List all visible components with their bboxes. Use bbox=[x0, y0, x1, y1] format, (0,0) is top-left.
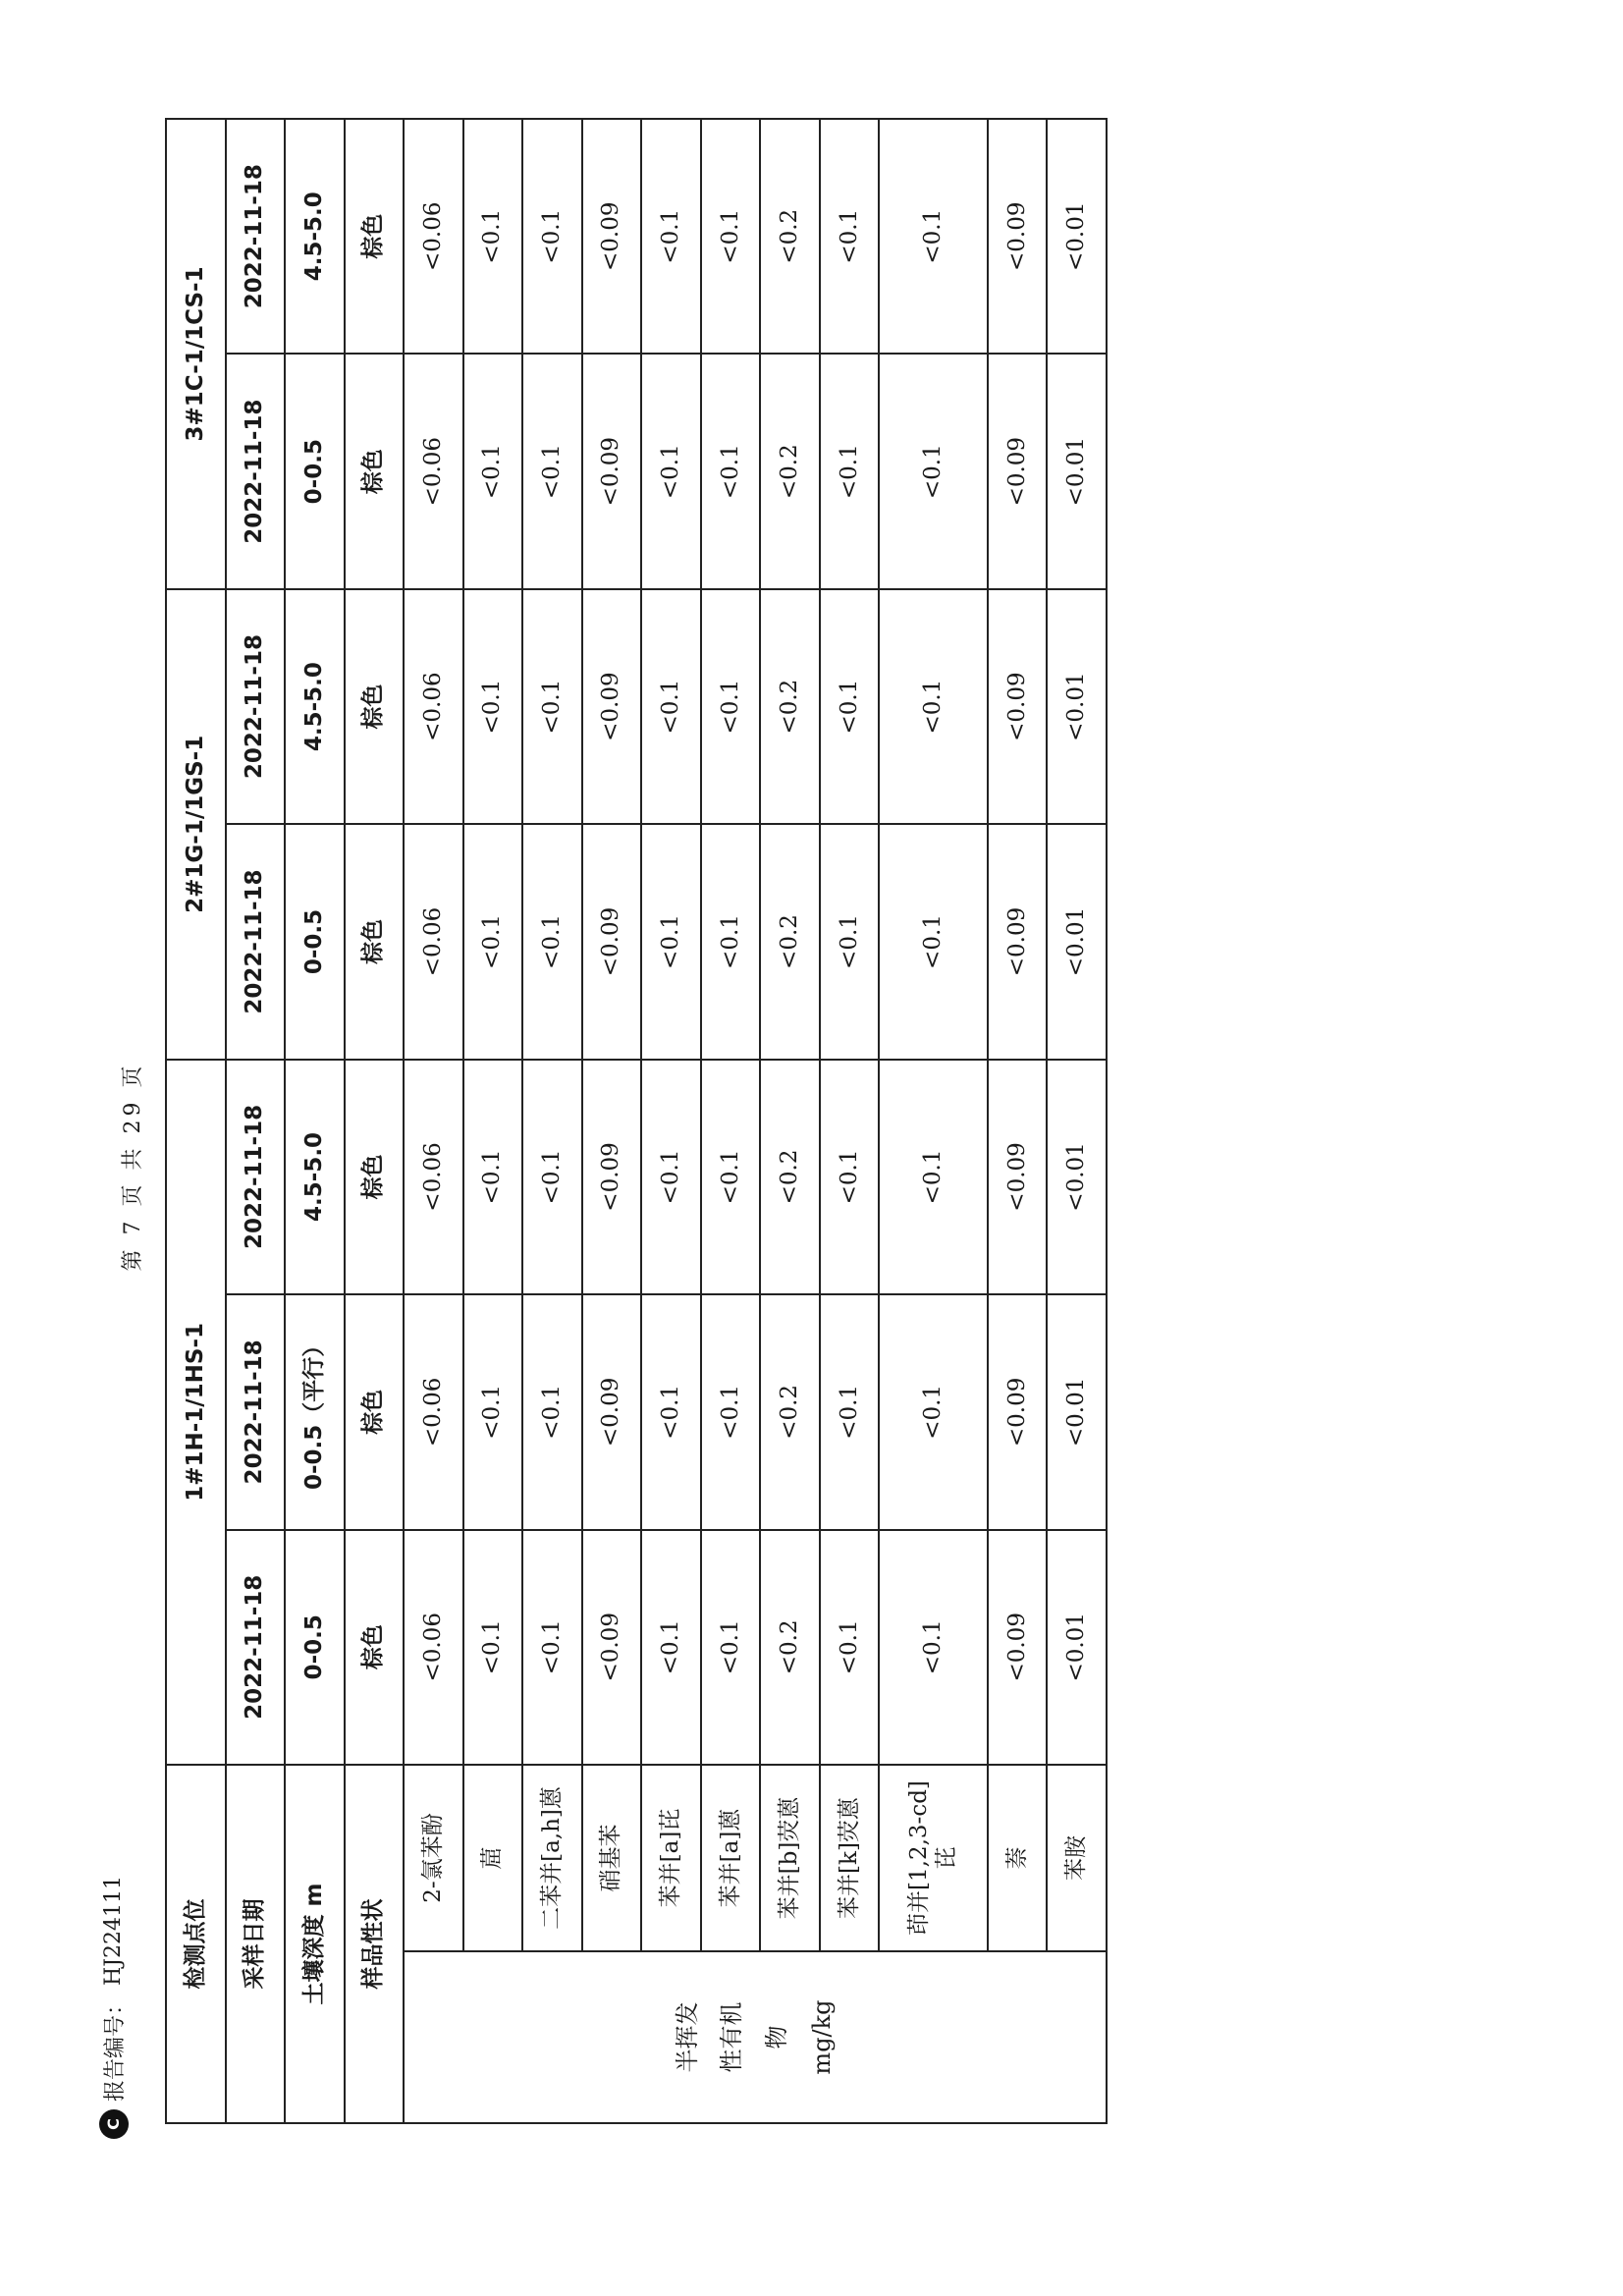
value-cell: <0.09 bbox=[582, 1060, 642, 1294]
value-cell: <0.1 bbox=[879, 1060, 988, 1294]
compound-name: 苯并[b]荧蒽 bbox=[760, 1765, 820, 1951]
value-cell: <0.1 bbox=[522, 1060, 582, 1294]
value-cell: <0.1 bbox=[879, 354, 988, 588]
value-cell: <0.09 bbox=[988, 1294, 1048, 1529]
value-cell: <0.1 bbox=[463, 119, 523, 354]
results-table bbox=[165, 118, 1108, 2124]
value-cell: <0.09 bbox=[988, 824, 1048, 1059]
value-cell: <0.1 bbox=[641, 119, 701, 354]
value-cell: <0.1 bbox=[701, 1530, 761, 1765]
value-cell: <0.09 bbox=[988, 119, 1048, 354]
value-cell: <0.1 bbox=[522, 589, 582, 824]
nature-cell: 棕色 bbox=[345, 1294, 405, 1529]
value-cell: <0.09 bbox=[988, 589, 1048, 824]
date-cell: 2022-11-18 bbox=[226, 1530, 286, 1765]
value-cell: <0.1 bbox=[641, 354, 701, 588]
header-row-nature bbox=[345, 119, 405, 2123]
date-cell: 2022-11-18 bbox=[226, 119, 286, 354]
value-cell: <0.06 bbox=[404, 1060, 463, 1294]
value-cell: <0.09 bbox=[988, 1060, 1048, 1294]
value-cell: <0.1 bbox=[879, 589, 988, 824]
value-cell: <0.1 bbox=[463, 824, 523, 1059]
depth-cell: 0-0.5 bbox=[285, 1530, 345, 1765]
value-cell: <0.2 bbox=[760, 1294, 820, 1529]
compound-name: 苯并[k]荧蒽 bbox=[820, 1765, 880, 1951]
date-label: 采样日期 bbox=[226, 1765, 286, 2123]
value-cell: <0.1 bbox=[820, 589, 880, 824]
value-cell: <0.1 bbox=[701, 589, 761, 824]
value-cell: <0.1 bbox=[641, 1294, 701, 1529]
value-cell: <0.1 bbox=[641, 824, 701, 1059]
value-cell: <0.09 bbox=[988, 1530, 1048, 1765]
date-cell: 2022-11-18 bbox=[226, 824, 286, 1059]
table-row bbox=[522, 119, 582, 2123]
value-cell: <0.1 bbox=[879, 1294, 988, 1529]
value-cell: <0.1 bbox=[701, 1060, 761, 1294]
compound-name: 2-氯苯酚 bbox=[404, 1765, 463, 1951]
table-row bbox=[582, 119, 642, 2123]
value-cell: <0.1 bbox=[879, 1530, 988, 1765]
value-cell: <0.1 bbox=[879, 824, 988, 1059]
report-number: HJ224111 bbox=[101, 1875, 126, 1986]
date-cell: 2022-11-18 bbox=[226, 354, 286, 588]
value-cell: <0.1 bbox=[522, 354, 582, 588]
depth-cell: 4.5-5.0 bbox=[285, 1060, 345, 1294]
value-cell: <0.01 bbox=[1047, 119, 1107, 354]
category-line: 半挥发 bbox=[673, 2001, 701, 2073]
depth-cell: 0-0.5（平行） bbox=[285, 1294, 345, 1529]
value-cell: <0.1 bbox=[701, 354, 761, 588]
value-cell: <0.1 bbox=[701, 824, 761, 1059]
table-row bbox=[701, 119, 761, 2123]
value-cell: <0.1 bbox=[522, 1294, 582, 1529]
value-cell: <0.09 bbox=[582, 1294, 642, 1529]
table-row bbox=[820, 119, 880, 2123]
header-row-points bbox=[166, 119, 226, 2123]
value-cell: <0.06 bbox=[404, 354, 463, 588]
point-label: 检测点位 bbox=[166, 1765, 226, 2123]
table-row bbox=[879, 119, 988, 2123]
depth-cell: 4.5-5.0 bbox=[285, 119, 345, 354]
value-cell: <0.09 bbox=[582, 119, 642, 354]
page-number: 第 7 页 共 29 页 bbox=[121, 1062, 145, 1272]
value-cell: <0.1 bbox=[820, 354, 880, 588]
report-header bbox=[98, 1876, 129, 2139]
value-cell: <0.1 bbox=[820, 824, 880, 1059]
category-cell bbox=[404, 1951, 1107, 2123]
value-cell: <0.1 bbox=[641, 589, 701, 824]
date-cell: 2022-11-18 bbox=[226, 589, 286, 824]
company-logo-icon: C bbox=[99, 2109, 129, 2139]
value-cell: <0.1 bbox=[522, 119, 582, 354]
category-line: 物 bbox=[763, 2025, 791, 2050]
group-header: 2#1G-1/1GS-1 bbox=[166, 589, 226, 1060]
nature-label: 样品性状 bbox=[345, 1765, 405, 2123]
group-header: 3#1C-1/1CS-1 bbox=[166, 119, 226, 589]
value-cell: <0.2 bbox=[760, 354, 820, 588]
value-cell: <0.01 bbox=[1047, 589, 1107, 824]
table-row bbox=[463, 119, 523, 2123]
value-cell: <0.01 bbox=[1047, 824, 1107, 1059]
compound-name: 萘 bbox=[988, 1765, 1048, 1951]
nature-cell: 棕色 bbox=[345, 824, 405, 1059]
date-cell: 2022-11-18 bbox=[226, 1294, 286, 1529]
date-cell: 2022-11-18 bbox=[226, 1060, 286, 1294]
value-cell: <0.1 bbox=[701, 119, 761, 354]
nature-cell: 棕色 bbox=[345, 354, 405, 588]
compound-name: 茚并[1,2,3-cd]芘 bbox=[879, 1765, 988, 1951]
value-cell: <0.1 bbox=[820, 1294, 880, 1529]
value-cell: <0.01 bbox=[1047, 354, 1107, 588]
value-cell: <0.06 bbox=[404, 589, 463, 824]
value-cell: <0.09 bbox=[582, 589, 642, 824]
value-cell: <0.2 bbox=[760, 589, 820, 824]
value-cell: <0.1 bbox=[820, 119, 880, 354]
table-row bbox=[760, 119, 820, 2123]
value-cell: <0.06 bbox=[404, 824, 463, 1059]
value-cell: <0.06 bbox=[404, 119, 463, 354]
value-cell: <0.01 bbox=[1047, 1294, 1107, 1529]
value-cell: <0.1 bbox=[701, 1294, 761, 1529]
table-row bbox=[641, 119, 701, 2123]
category-line: 性有机 bbox=[718, 2001, 746, 2073]
value-cell: <0.09 bbox=[582, 354, 642, 588]
value-cell: <0.1 bbox=[820, 1060, 880, 1294]
value-cell: <0.2 bbox=[760, 824, 820, 1059]
table-row bbox=[988, 119, 1048, 2123]
value-cell: <0.09 bbox=[582, 1530, 642, 1765]
report-number-label: 报告编号： bbox=[103, 1993, 128, 2102]
value-cell: <0.1 bbox=[463, 1294, 523, 1529]
depth-cell: 0-0.5 bbox=[285, 354, 345, 588]
value-cell: <0.01 bbox=[1047, 1060, 1107, 1294]
header-row-depth bbox=[285, 119, 345, 2123]
value-cell: <0.2 bbox=[760, 1530, 820, 1765]
table-row bbox=[1047, 119, 1107, 2123]
compound-name: 苯胺 bbox=[1047, 1765, 1107, 1951]
value-cell: <0.1 bbox=[879, 119, 988, 354]
table-row bbox=[404, 119, 463, 2123]
value-cell: <0.09 bbox=[582, 824, 642, 1059]
compound-name: 苯并[a]蒽 bbox=[701, 1765, 761, 1951]
value-cell: <0.1 bbox=[641, 1060, 701, 1294]
compound-name: 硝基苯 bbox=[582, 1765, 642, 1951]
header-row-date bbox=[226, 119, 286, 2123]
value-cell: <0.1 bbox=[820, 1530, 880, 1765]
nature-cell: 棕色 bbox=[345, 119, 405, 354]
value-cell: <0.1 bbox=[463, 1060, 523, 1294]
compound-name: 二苯并[a,h]蒽 bbox=[522, 1765, 582, 1951]
value-cell: <0.06 bbox=[404, 1530, 463, 1765]
value-cell: <0.1 bbox=[522, 1530, 582, 1765]
depth-cell: 4.5-5.0 bbox=[285, 589, 345, 824]
compound-name: 䓛 bbox=[463, 1765, 523, 1951]
value-cell: <0.06 bbox=[404, 1294, 463, 1529]
category-line: mg/kg bbox=[807, 1999, 836, 2075]
nature-cell: 棕色 bbox=[345, 1530, 405, 1765]
value-cell: <0.2 bbox=[760, 1060, 820, 1294]
value-cell: <0.1 bbox=[463, 1530, 523, 1765]
value-cell: <0.2 bbox=[760, 119, 820, 354]
nature-cell: 棕色 bbox=[345, 589, 405, 824]
value-cell: <0.1 bbox=[641, 1530, 701, 1765]
nature-cell: 棕色 bbox=[345, 1060, 405, 1294]
value-cell: <0.01 bbox=[1047, 1530, 1107, 1765]
value-cell: <0.09 bbox=[988, 354, 1048, 588]
value-cell: <0.1 bbox=[522, 824, 582, 1059]
value-cell: <0.1 bbox=[463, 354, 523, 588]
value-cell: <0.1 bbox=[463, 589, 523, 824]
depth-cell: 0-0.5 bbox=[285, 824, 345, 1059]
compound-name: 苯并[a]芘 bbox=[641, 1765, 701, 1951]
depth-label: 土壤深度 m bbox=[285, 1765, 345, 2123]
group-header: 1#1H-1/1HS-1 bbox=[166, 1060, 226, 1765]
